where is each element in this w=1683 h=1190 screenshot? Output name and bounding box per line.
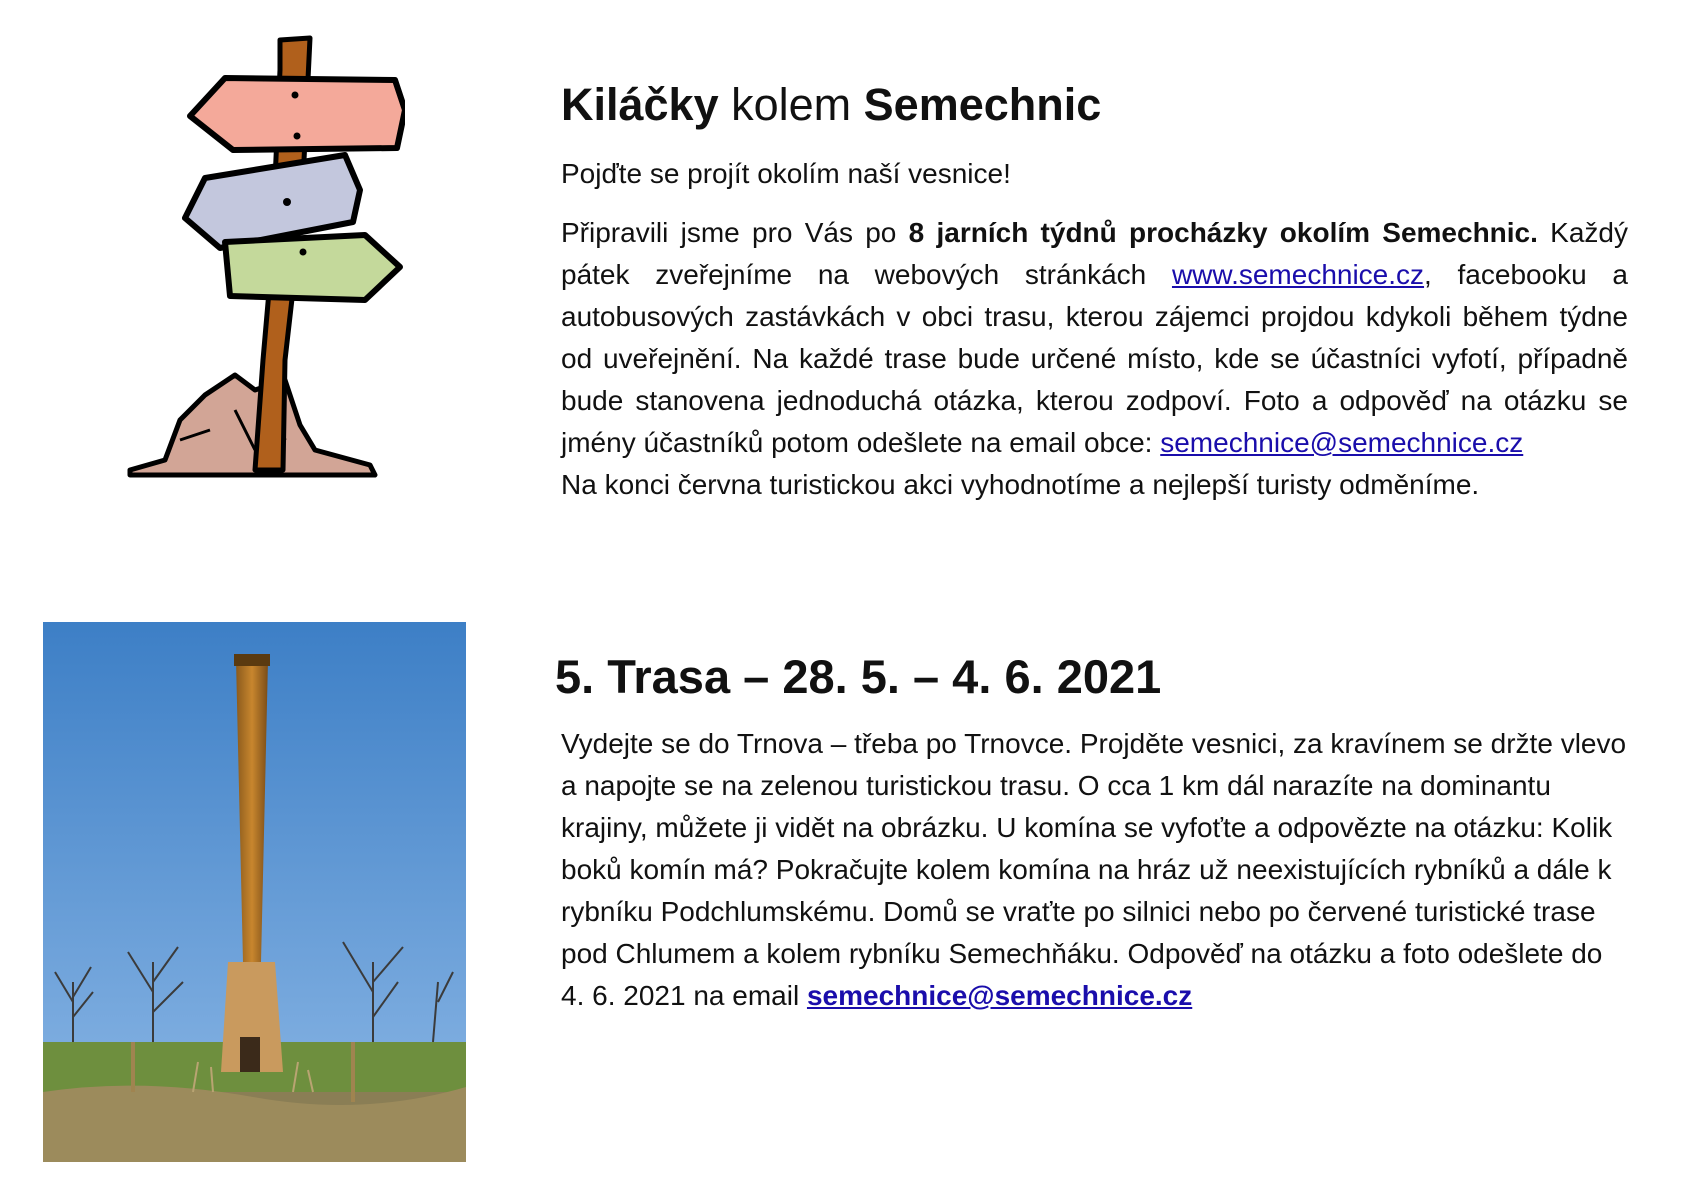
title-part-2: kolem <box>718 79 864 130</box>
description-bold: 8 jarních týdnů procházky okolím Semechnic. <box>908 217 1538 248</box>
description-final-line: Na konci června turistickou akci vyhodnotíme a nejlepší turisty odměníme. <box>561 469 1480 500</box>
route-block <box>561 723 1628 1017</box>
route-paragraph <box>561 723 1628 1017</box>
municipality-email-link[interactable]: semechnice@semechnice.cz <box>1160 427 1524 458</box>
page-title <box>561 76 1101 134</box>
website-link[interactable]: www.semechnice.cz <box>1171 259 1425 290</box>
route-text: Vydejte se do Trnova – třeba po Trnovce. Projděte vesnici, za kravínem se držte vlevo a napojte se na zelenou turistickou trasu. O cca 1 km dál narazíte na dominantu krajiny, můžete ji vidět na obrázku. U komína se vyfoťte a odpovězte na otázku: Kolik boků komín má? Pokračujte kolem komína na hráz už neexistujících rybníků a dále k rybníku Podchlumskému. Domů se vraťte po silnici nebo po červené turistické trase pod Chlumem a kolem rybníku Semechňáku. Odpověď na otázku a foto odešlete do 4. 6. 2021 na email <box>561 728 1627 1011</box>
chimney-photo <box>43 622 466 1162</box>
title-part-3: Semechnic <box>863 79 1102 130</box>
green-sign-shape <box>225 235 400 300</box>
signpost-illustration <box>125 30 405 490</box>
description-block <box>561 212 1628 506</box>
route-title: 5. Trasa – 28. 5. – 4. 6. 2021 <box>555 650 1162 703</box>
intro-text: Pojďte se projít okolím naší vesnice! <box>561 158 1011 189</box>
description-text-3: , facebooku a autobusových zastávkách v obci trasu, kterou zájemci projdou kdykoli během týdne od uveřejnění. Na každé trase bude určené místo, kde se účastníci vyfotí, případně bude stanovena jednoduchá otázka, kterou zodpoví. Foto a odpověď na otázku se jmény účastníků potom odešlete na email obce: <box>561 259 1628 458</box>
description-text-1: Připravili jsme pro Vás po <box>561 217 909 248</box>
rock-shape <box>130 375 375 475</box>
description-paragraph <box>561 212 1628 464</box>
description-text-2: Každý pátek zveřejníme na webových stránkách <box>561 217 1629 290</box>
route-email-link[interactable]: semechnice@semechnice.cz <box>806 980 1193 1011</box>
intro-block <box>561 153 1628 195</box>
title-part-1: Kiláčky <box>561 79 719 130</box>
